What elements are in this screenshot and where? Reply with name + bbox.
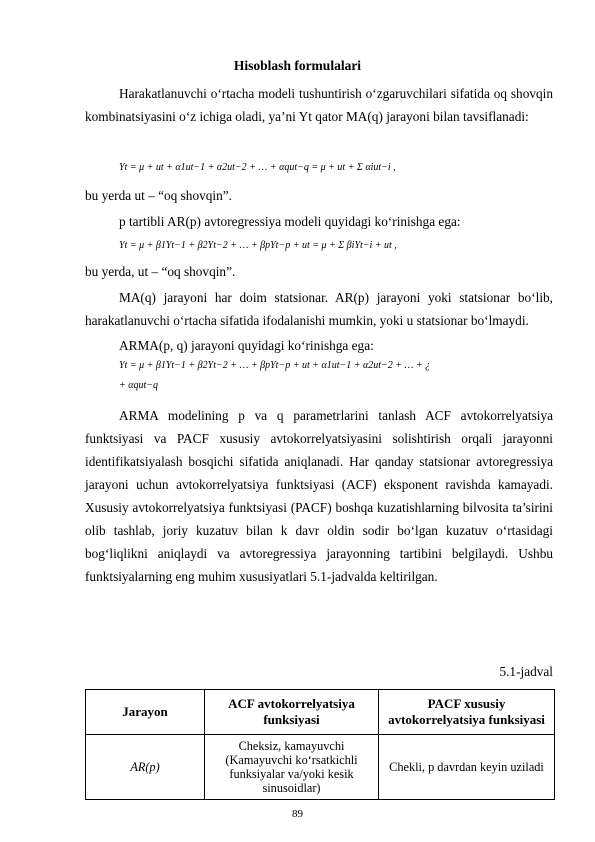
formula-ma: Yt = μ + ut + α1ut−1 + α2ut−2 + … + αqut−q = μ + ut + Σ αiut−i , (119, 162, 396, 173)
table-cell: AR(p) (86, 735, 205, 800)
table-cell: Cheksiz, kamayuvchi (Kamayuvchi ko‘rsatkichli funksiyalar va/yoki kesik sinusoidlar) (205, 735, 379, 800)
section-title: Hisoblash formulalari (233, 58, 362, 73)
table-cell: Chekli, p davrdan keyin uziladi (379, 735, 555, 800)
paragraph-arma-intro: ARMA(p, q) jarayoni quyidagi ko‘rinishga ega: (119, 338, 374, 353)
note-white-noise-2: bu yerda, ut – “oq shovqin”. (85, 264, 236, 279)
formula-arma-line2: + αqut−q (119, 380, 159, 391)
paragraph-ar-intro: p tartibli AR(p) avtoregressiya modeli quyidagi ko‘rinishga ega: (119, 214, 461, 229)
page-number: 89 (292, 808, 303, 820)
formula-arma-line1: Yt = μ + β1Yt−1 + β2Yt−2 + … + βpYt−p + ut + α1ut−1 + α2ut−2 + … + ¿ (119, 360, 431, 371)
paragraph-stationarity: MA(q) jarayoni har doim statsionar. AR(p) jarayoni yoki statsionar bo‘lib, harakatlanuvchi o‘rtacha sifatida ifodalanishi mumkin, yoki u statsionar bo‘lmaydi. (85, 290, 553, 328)
table-header-cell: Jarayon (86, 690, 205, 735)
formula-ar: Yt = μ + β1Yt−1 + β2Yt−2 + … + βpYt−p + ut = μ + Σ βiYt−i + ut , (119, 240, 397, 251)
table-header-row (86, 690, 555, 735)
table-caption: 5.1-jadval (499, 664, 553, 679)
comparison-table (85, 689, 555, 800)
table-header-cell: PACF xususiy avtokorrelyatsiya funksiyasi (379, 690, 555, 735)
table-header-cell: ACF avtokorrelyatsiya funksiyasi (205, 690, 379, 735)
note-white-noise-1: bu yerda ut – “oq shovqin”. (85, 188, 232, 203)
paragraph-acf-pacf: ARMA modelining p va q parametrlarini tanlash ACF avtokorrelyatsiya funktsiyasi va PACF xususiy avtokorrelyatsiyasini solishtirish orqali jarayonni identifikatsiyalash bosqichi sifatida aniqlanadi. Har qanday statsionar avtoregressiya jarayoni uchun avtokorrelyatsiya funktsiyasi (ACF) eksponent ravishda kamayadi. Xususiy avtokorrelyatsiya funktsiyasi (PACF) boshqa kuzatishlarning bilvosita ta’sirini olib tashlab, joriy kuzatuv bilan k davr oldin sodir bo‘lgan kuzatuv o‘rtasidagi bog‘liqlikni aniqlaydi va avtoregressiya jarayonning tartibini belgilaydi. Ushbu funktsiyalarning eng muhim xususiyatlari 5.1-jadvalda keltirilgan. (85, 408, 553, 584)
table-row (86, 735, 555, 800)
paragraph-ma-intro: Harakatlanuvchi o‘rtacha modeli tushuntirish o‘zgaruvchilari sifatida oq shovqin kombinatsiyasini o‘z ichiga oladi, ya’ni Yt qator MA(q) jarayoni bilan tavsiflanadi: (85, 86, 553, 124)
